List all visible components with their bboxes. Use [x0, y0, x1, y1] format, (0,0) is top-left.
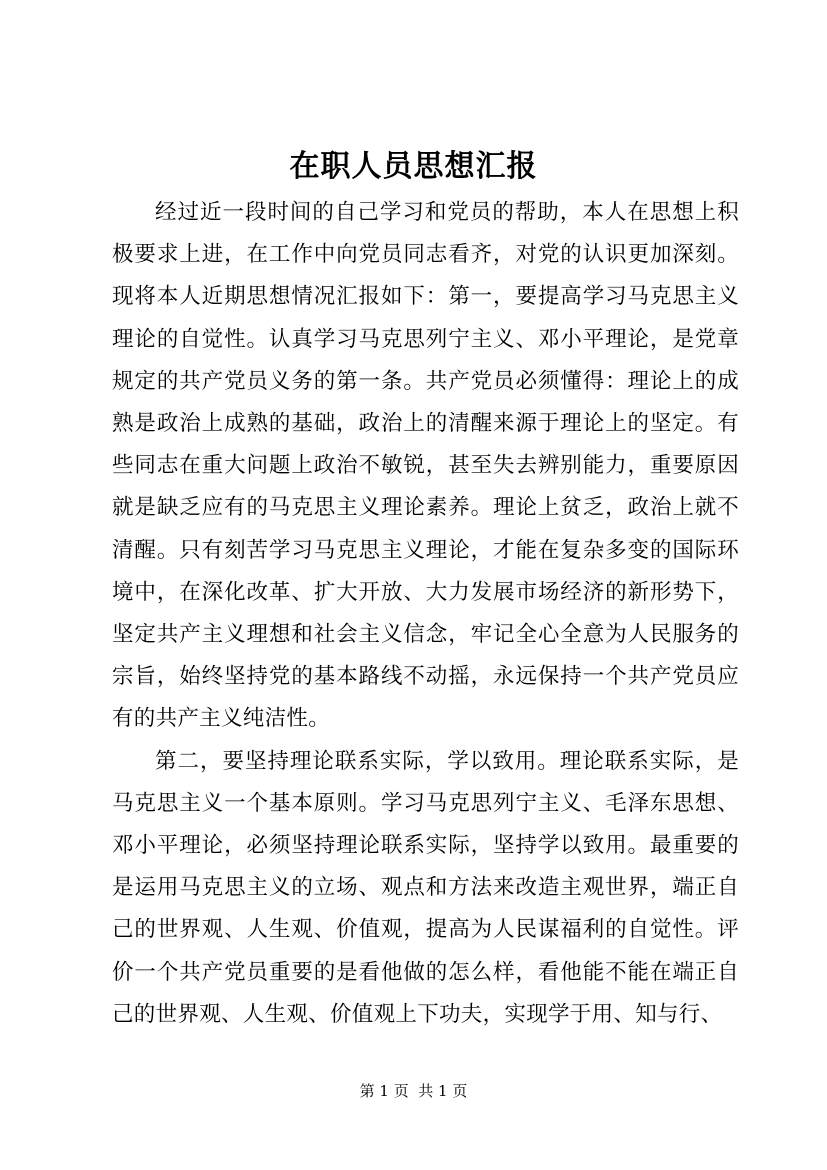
document-body: [112, 168, 739, 1036]
page-number-label: 第 1 页 共 1 页: [359, 1082, 468, 1100]
page-footer: [0, 1081, 827, 1101]
paragraph-2: 第二，要坚持理论联系实际，学以致用。理论联系实际，是马克思主义一个基本原则。学习马克思列宁主义、毛泽东思想、邓小平理论，必须坚持理论联系实际，坚持学以致用。最重要的是运用马克思主义的立场、观点和方法来改造主观世界，端正自己的世界观、人生观、价值观，提高为人民谋福利的自觉性。评价一个共产党员重要的是看他做的怎么样，看他能不能在端正自己的世界观、人生观、价值观上下功夫，实现学于用、知与行、: [112, 748, 739, 1027]
page-title: 在职人员思想汇报: [289, 149, 538, 184]
paragraph-1: 经过近一段时间的自己学习和党员的帮助，本人在思想上积极要求上进，在工作中向党员同志看齐，对党的认识更加深刻。现将本人近期思想情况汇报如下：第一，要提高学习马克思主义理论的自觉性。认真学习马克思列宁主义、邓小平理论，是党章规定的共产党员义务的第一条。共产党员必须懂得：理论上的成熟是政治上成熟的基础，政治上的清醒来源于理论上的坚定。有些同志在重大问题上政治不敏锐，甚至失去辨别能力，重要原因就是缺乏应有的马克思主义理论素养。理论上贫乏，政治上就不清醒。只有刻苦学习马克思主义理论，才能在复杂多变的国际环境中，在深化改革、扩大开放、大力发展市场经济的新形势下，坚定共产主义理想和社会主义信念，牢记全心全意为人民服务的宗旨，始终坚持党的基本路线不动摇，永远保持一个共产党员应有的共产主义纯洁性。: [112, 200, 739, 732]
